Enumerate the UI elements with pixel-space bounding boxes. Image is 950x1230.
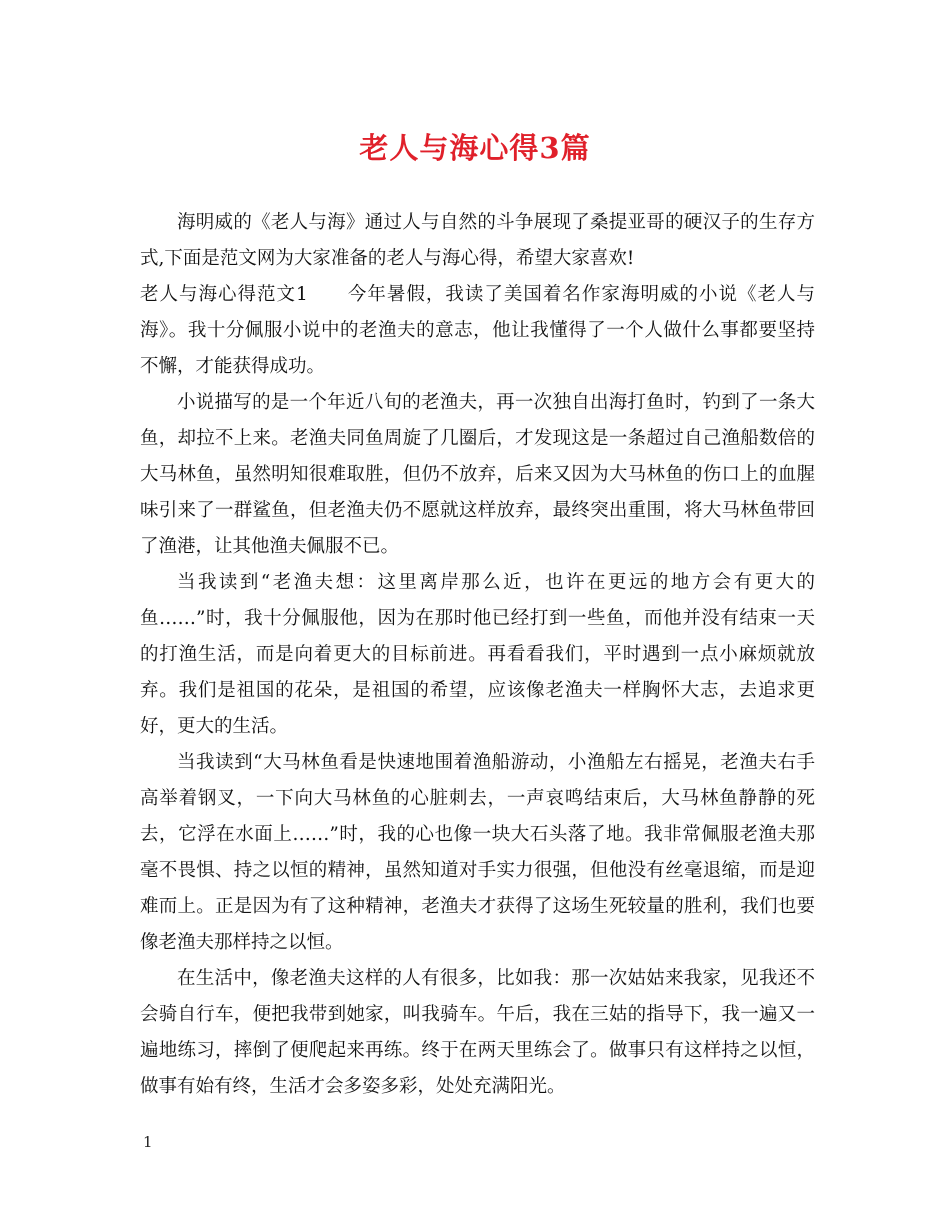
body-paragraph: 当我读到“老渔夫想：这里离岸那么近，也许在更远的地方会有更大的鱼……”时，我十分佩服他，因为在那时他已经打到一些鱼，而他并没有结束一天的打渔生活，而是向着更大的目标前进。再看看我们，平时遇到一点小麻烦就放弃。我们是祖国的花朵，是祖国的希望，应该像老渔夫一样胸怀大志，去追求更好，更大的生活。 xyxy=(140,572,815,737)
document-title: 老人与海心得3篇 xyxy=(359,131,591,165)
page-number: 1 xyxy=(143,1133,153,1151)
document-body xyxy=(140,205,815,1105)
body-paragraph: 在生活中，像老渔夫这样的人有很多，比如我：那一次姑姑来我家，见我还不会骑自行车，便把我带到她家，叫我骑车。午后，我在三姑的指导下，我一遍又一遍地练习，摔倒了便爬起来再练。终于在两天里练会了。做事只有这样持之以恒，做事有始有终，生活才会多姿多彩，处处充满阳光。 xyxy=(140,968,815,1097)
body-paragraph: 小说描写的是一个年近八旬的老渔夫，再一次独自出海打鱼时，钓到了一条大鱼，却拉不上来。老渔夫同鱼周旋了几圈后，才发现这是一条超过自己渔船数倍的大马林鱼，虽然明知很难取胜，但仍不放弃，后来又因为大马林鱼的伤口上的血腥味引来了一群鲨鱼，但老渔夫仍不愿就这样放弃，最终突出重围，将大马林鱼带回了渔港，让其他渔夫佩服不已。 xyxy=(140,392,815,557)
essay-heading-paragraph: 老人与海心得范文1 今年暑假，我读了美国着名作家海明威的小说《老人与海》。我十分佩服小说中的老渔夫的意志，他让我懂得了一个人做什么事都要坚持不懈，才能获得成功。 xyxy=(140,284,815,377)
intro-paragraph: 海明威的《老人与海》通过人与自然的斗争展现了桑提亚哥的硬汉子的生存方式,下面是范文网为大家准备的老人与海心得，希望大家喜欢! xyxy=(140,212,815,269)
body-paragraph: 当我读到“大马林鱼看是快速地围着渔船游动，小渔船左右摇晃，老渔夫右手高举着钢叉，一下向大马林鱼的心脏刺去，一声哀鸣结束后，大马林鱼静静的死去，它浮在水面上……”时，我的心也像一块大石头落了地。我非常佩服老渔夫那毫不畏惧、持之以恒的精神，虽然知道对手实力很强，但他没有丝毫退缩，而是迎难而上。正是因为有了这种精神，老渔夫才获得了这场生死较量的胜利，我们也要像老渔夫那样持之以恒。 xyxy=(140,752,815,953)
